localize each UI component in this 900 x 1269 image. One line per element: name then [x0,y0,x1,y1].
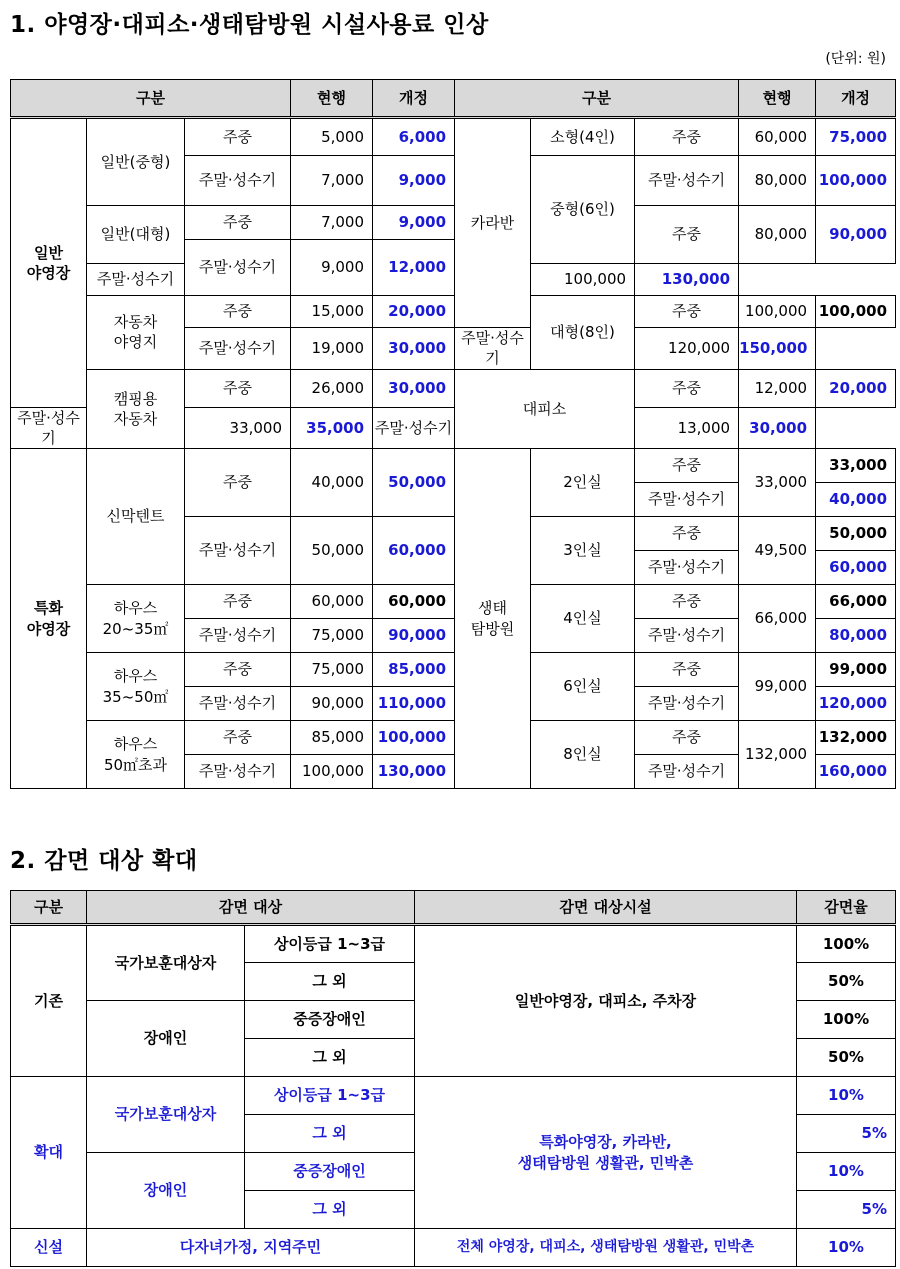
group-shelter: 대피소 [455,369,635,449]
facility-expanded: 특화야영장, 카라반, 생태탐방원 생활관, 민박촌 [415,1077,797,1229]
item-mid6: 중형(6인) [531,156,635,264]
room-2: 2인실 [531,449,635,517]
fee-table [10,79,896,789]
target-other: 그 외 [245,1039,415,1077]
rate-value: 100% [797,1001,896,1039]
rate-value: 50% [797,1039,896,1077]
current-value: 132,000 [739,721,816,789]
weekday-label: 주중 [635,449,739,483]
table-row [11,925,896,963]
current-value: 75,000 [291,653,373,687]
current-value: 99,000 [739,653,816,721]
current-value: 50,000 [291,517,373,585]
weekday-label: 주중 [635,585,739,619]
rate-value: 5% [797,1191,896,1229]
weekday-label: 주중 [635,517,739,551]
header-category-left: 구분 [11,80,291,118]
reduction-table [10,890,896,1267]
current-value: 33,000 [185,407,291,449]
reduction-table-header [11,891,896,925]
header-category: 구분 [11,891,87,925]
weekend-label: 주말·성수기 [635,551,739,585]
group-existing: 기존 [11,925,87,1077]
group-general: 일반 야영장 [11,118,87,408]
current-value: 120,000 [635,328,739,370]
revised-value: 66,000 [816,585,896,619]
revised-value: 50,000 [816,517,896,551]
table-row [11,585,896,619]
current-value: 60,000 [291,585,373,619]
weekend-label: 주말·성수기 [635,619,739,653]
item-camping-car: 캠핑용 자동차 [87,369,185,449]
fee-table-header [11,80,896,118]
weekday-label: 주중 [635,206,739,264]
revised-value: 9,000 [373,206,455,240]
weekday-label: 주중 [635,653,739,687]
table-row [11,296,896,328]
weekday-label: 주중 [185,118,291,156]
item-tent: 신막텐트 [87,449,185,585]
revised-value: 99,000 [816,653,896,687]
item-large8: 대형(8인) [531,296,635,370]
revised-value: 90,000 [373,619,455,653]
table-row [11,449,896,483]
weekday-label: 주중 [635,296,739,328]
item-medium: 일반(중형) [87,118,185,206]
weekday-label: 주중 [185,449,291,517]
header-current-left: 현행 [291,80,373,118]
header-revised-left: 개정 [373,80,455,118]
revised-value: 60,000 [373,517,455,585]
weekend-label: 주말·성수기 [185,517,291,585]
current-value: 75,000 [291,619,373,653]
weekday-label: 주중 [185,585,291,619]
weekend-label: 주말·성수기 [455,328,531,370]
current-value: 7,000 [291,156,373,206]
section2-title: 2. 감면 대상 확대 [10,848,198,874]
current-value: 5,000 [291,118,373,156]
header-category-right: 구분 [455,80,739,118]
group-expanded: 확대 [11,1077,87,1229]
current-value: 60,000 [739,118,816,156]
revised-value: 20,000 [373,296,455,328]
item-large: 일반(대형) [87,206,185,264]
weekend-label: 주말·성수기 [185,619,291,653]
rate-value: 10% [797,1077,896,1115]
weekend-label: 주말·성수기 [373,407,455,449]
item-small: 소형(4인) [531,118,635,156]
revised-value: 160,000 [816,755,896,789]
current-value: 26,000 [291,369,373,407]
current-value: 66,000 [739,585,816,653]
current-value: 100,000 [291,755,373,789]
revised-value: 40,000 [816,483,896,517]
group-caravan: 카라반 [455,118,531,328]
current-value: 90,000 [291,687,373,721]
revised-value: 30,000 [739,407,816,449]
weekend-label: 주말·성수기 [185,755,291,789]
current-value: 12,000 [739,369,816,407]
table-row [11,653,896,687]
current-value: 7,000 [291,206,373,240]
current-value: 49,500 [739,517,816,585]
room-4: 4인실 [531,585,635,653]
weekday-label: 주중 [185,206,291,240]
current-value: 13,000 [635,407,739,449]
weekend-label: 주말·성수기 [185,240,291,296]
revised-value: 30,000 [373,328,455,370]
target-veterans: 국가보훈대상자 [87,1077,245,1153]
table-row [11,1229,896,1267]
header-target: 감면 대상 [87,891,415,925]
target-grade: 상이등급 1~3급 [245,1077,415,1115]
weekend-label: 주말·성수기 [185,687,291,721]
weekday-label: 주중 [185,369,291,407]
header-revised-right: 개정 [816,80,896,118]
header-current-right: 현행 [739,80,816,118]
revised-value: 6,000 [373,118,455,156]
revised-value: 120,000 [816,687,896,721]
section1-title: 1. 야영장·대피소·생태탐방원 시설사용료 인상 [10,12,489,38]
revised-value: 132,000 [816,721,896,755]
weekend-label: 주말·성수기 [635,687,739,721]
current-value: 100,000 [531,264,635,296]
revised-value: 9,000 [373,156,455,206]
target-severe: 중증장애인 [245,1153,415,1191]
weekend-label: 주말·성수기 [635,755,739,789]
weekday-label: 주중 [185,653,291,687]
revised-value: 110,000 [373,687,455,721]
weekend-label: 주말·성수기 [185,156,291,206]
revised-value: 150,000 [739,328,816,370]
weekend-label: 주말·성수기 [87,264,185,296]
weekday-label: 주중 [635,118,739,156]
target-severe: 중증장애인 [245,1001,415,1039]
revised-value: 60,000 [816,551,896,585]
group-specialized: 특화 야영장 [11,449,87,789]
target-grade: 상이등급 1~3급 [245,925,415,963]
revised-value: 33,000 [816,449,896,483]
target-veterans: 국가보훈대상자 [87,925,245,1001]
table-row [11,1077,896,1115]
facility-new: 전체 야영장, 대피소, 생태탐방원 생활관, 민박촌 [415,1229,797,1267]
current-value: 80,000 [739,156,816,206]
revised-value: 35,000 [291,407,373,449]
room-8: 8인실 [531,721,635,789]
current-value: 85,000 [291,721,373,755]
current-value: 33,000 [739,449,816,517]
revised-value: 130,000 [373,755,455,789]
revised-value: 100,000 [816,156,896,206]
revised-value: 50,000 [373,449,455,517]
table-row [11,118,896,156]
rate-value: 10% [797,1153,896,1191]
table-row [11,369,896,407]
revised-value: 100,000 [373,721,455,755]
group-eco: 생태 탐방원 [455,449,531,789]
group-new: 신설 [11,1229,87,1267]
revised-value: 30,000 [373,369,455,407]
revised-value: 80,000 [816,619,896,653]
facility-existing: 일반야영장, 대피소, 주차장 [415,925,797,1077]
item-house-3: 하우스 50㎡초과 [87,721,185,789]
room-6: 6인실 [531,653,635,721]
target-disabled: 장애인 [87,1153,245,1229]
rate-value: 100% [797,925,896,963]
current-value: 100,000 [739,296,816,328]
revised-value: 75,000 [816,118,896,156]
target-disabled: 장애인 [87,1001,245,1077]
room-3: 3인실 [531,517,635,585]
rate-value: 10% [797,1229,896,1267]
header-facility: 감면 대상시설 [415,891,797,925]
weekday-label: 주중 [185,721,291,755]
revised-value: 100,000 [816,296,896,328]
weekend-label: 주말·성수기 [185,328,291,370]
target-new: 다자녀가정, 지역주민 [87,1229,415,1267]
header-rate: 감면율 [797,891,896,925]
table-row [11,206,896,240]
target-other: 그 외 [245,963,415,1001]
target-other: 그 외 [245,1115,415,1153]
weekday-label: 주중 [185,296,291,328]
weekday-label: 주중 [635,721,739,755]
item-house-1: 하우스 20~35㎡ [87,585,185,653]
revised-value: 20,000 [816,369,896,407]
unit-label: (단위: 원) [825,51,886,67]
weekend-label: 주말·성수기 [635,156,739,206]
revised-value: 85,000 [373,653,455,687]
item-house-2: 하우스 35~50㎡ [87,653,185,721]
rate-value: 5% [797,1115,896,1153]
rate-value: 50% [797,963,896,1001]
weekday-label: 주중 [635,369,739,407]
current-value: 19,000 [291,328,373,370]
revised-value: 130,000 [635,264,739,296]
revised-value: 12,000 [373,240,455,296]
weekend-label: 주말·성수기 [11,407,87,449]
table-row [11,721,896,755]
current-value: 15,000 [291,296,373,328]
revised-value: 60,000 [373,585,455,619]
revised-value: 90,000 [816,206,896,264]
current-value: 9,000 [291,240,373,296]
current-value: 80,000 [739,206,816,264]
weekend-label: 주말·성수기 [635,483,739,517]
current-value: 40,000 [291,449,373,517]
item-car-site: 자동차 야영지 [87,296,185,370]
target-other: 그 외 [245,1191,415,1229]
